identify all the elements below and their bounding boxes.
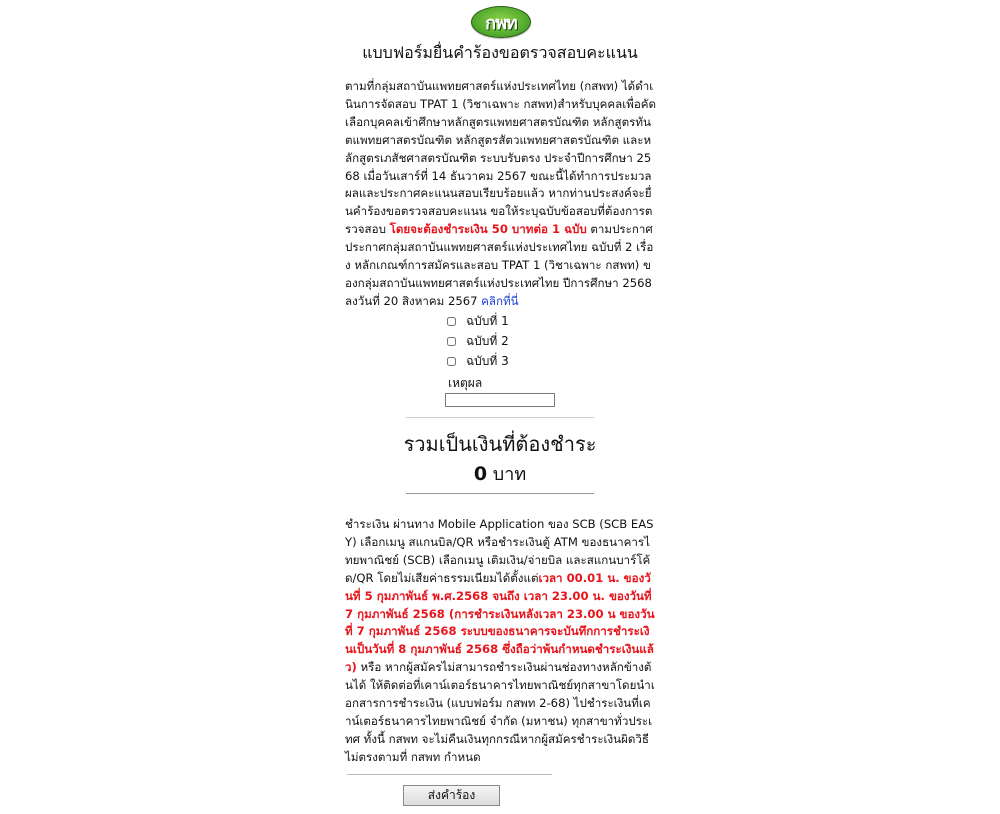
option-label: ฉบับที่ 1 <box>466 313 509 328</box>
checkbox-exam-1[interactable] <box>447 317 456 326</box>
payment-text-after: หรือ หากผู้สมัครไม่สามารถชำระเงินผ่านช่องทางหลักข้างต้นได้ ให้ติดต่อที่เคาน์เตอร์ธนาคารไทยพาณิชย์ทุกสาขาโดยนำเอกสารการชำระเงิน (แบบฟอร์ม กสพท 2-68) ไปชำระเงินที่เคาน์เตอร์ธนาคารไทยพาณิชย์ จำกัด (มหาชน) ทุกสาขาทั่วประเทศ ทั้งนี้ กสพท จะไม่คืนเงินทุกกรณีหากผู้สมัครชำระเงินผิดวิธี ไม่ตรงตามที่ กสพท กำหนด <box>345 660 655 764</box>
divider-submit <box>347 774 552 775</box>
payment-deadline-highlight: เวลา 00.01 น. ของวันที่ 5 กุมภาพันธ์ พ.ศ.2568 จนถึง เวลา 23.00 น. ของวันที่ 7 กุมภาพันธ์ 2568 (การชำระเงินหลังเวลา 23.00 น ของวันที่ 7 กุมภาพันธ์ 2568 ระบบของธนาคารจะบันทึกการชำระเงินเป็นวันที่ 8 กุมภาพันธ์ 2568 ซึ่งถือว่าพ้นกำหนดชำระเงินแล้ว) <box>345 570 655 675</box>
option-exam-1[interactable] <box>446 311 509 331</box>
payment-text: ชำระเงิน ผ่านทาง Mobile Application ของ SCB (SCB EASY) เลือกเมนู สแกนบิล/QR หรือชำระเงินตู้ ATM ของธนาคารไทยพาณิชย์ (SCB) เลือกเมนู เติมเงิน/จ่ายบิล และสแกนบาร์โค้ด/QR โดยไม่เสียค่าธรรมเนียมได้ตั้งแต่ <box>345 517 654 585</box>
reason-input[interactable] <box>445 393 555 407</box>
total-label: รวมเป็นเงินที่ต้องชำระ <box>403 432 597 456</box>
checkbox-exam-2[interactable] <box>447 337 456 346</box>
option-exam-3[interactable] <box>446 351 509 371</box>
divider-bottom <box>406 493 594 494</box>
exam-options <box>446 311 509 371</box>
divider-top <box>406 417 594 418</box>
total-currency: บาท <box>492 464 527 485</box>
option-label: ฉบับที่ 2 <box>466 333 509 348</box>
intro-text-after: ตามประกาศประกาศกลุ่มสถาบันแพทยศาสตร์แห่งประเทศไทย ฉบับที่ 2 เรื่อง หลักเกณฑ์การสมัครและสอบ TPAT 1 (วิชาเฉพาะ กสพท) ของกลุ่มสถาบันแพทยศาสตร์แห่งประเทศไทย ปีการศึกษา 2568 ลงวันที่ 20 สิงหาคม 2567 <box>345 222 654 308</box>
announcement-link[interactable]: คลิกที่นี่ <box>481 293 519 308</box>
payment-paragraph <box>345 516 657 767</box>
fee-highlight: โดยจะต้องชำระเงิน 50 บาทต่อ 1 ฉบับ <box>389 222 587 237</box>
total-amount-line <box>380 459 620 488</box>
kspt-logo <box>471 6 531 38</box>
submit-request-button[interactable]: ส่งคำร้อง <box>403 785 500 806</box>
logo-text: กพท <box>485 12 517 34</box>
checkbox-exam-3[interactable] <box>447 357 456 366</box>
intro-paragraph <box>345 78 657 311</box>
option-label: ฉบับที่ 3 <box>466 353 509 368</box>
reason-label: เหตุผล <box>448 376 483 390</box>
option-exam-2[interactable] <box>446 331 509 351</box>
total-amount: 0 <box>473 463 488 485</box>
form-title: แบบฟอร์มยื่นคำร้องขอตรวจสอบคะแนน <box>362 43 638 62</box>
intro-text: ตามที่กลุ่มสถาบันแพทยศาสตร์แห่งประเทศไทย (กสพท) ได้ดำเนินการจัดสอบ TPAT 1 (วิชาเฉพาะ กสพท)สำหรับบุคคลเพื่อคัดเลือกบุคคลเข้าศึกษาหลักสูตรแพทยศาสตรบัณฑิต หลักสูตรทันตแพทยศาสตรบัณฑิต หลักสูตรสัตวแพทยศาสตรบัณฑิต และหลักสูตรเภสัชศาสตรบัณฑิต ระบบรับตรง ประจำปีการศึกษา 2568 เมื่อวันเสาร์ที่ 14 ธันวาคม 2567 ขณะนี้ได้ทำการประมวลผลและประกาศคะแนนสอบเรียบร้อยแล้ว หากท่านประสงค์จะยื่นคำร้องขอตรวจสอบคะแนน ขอให้ระบุฉบับข้อสอบที่ต้องการตรวจสอบ <box>345 79 657 237</box>
